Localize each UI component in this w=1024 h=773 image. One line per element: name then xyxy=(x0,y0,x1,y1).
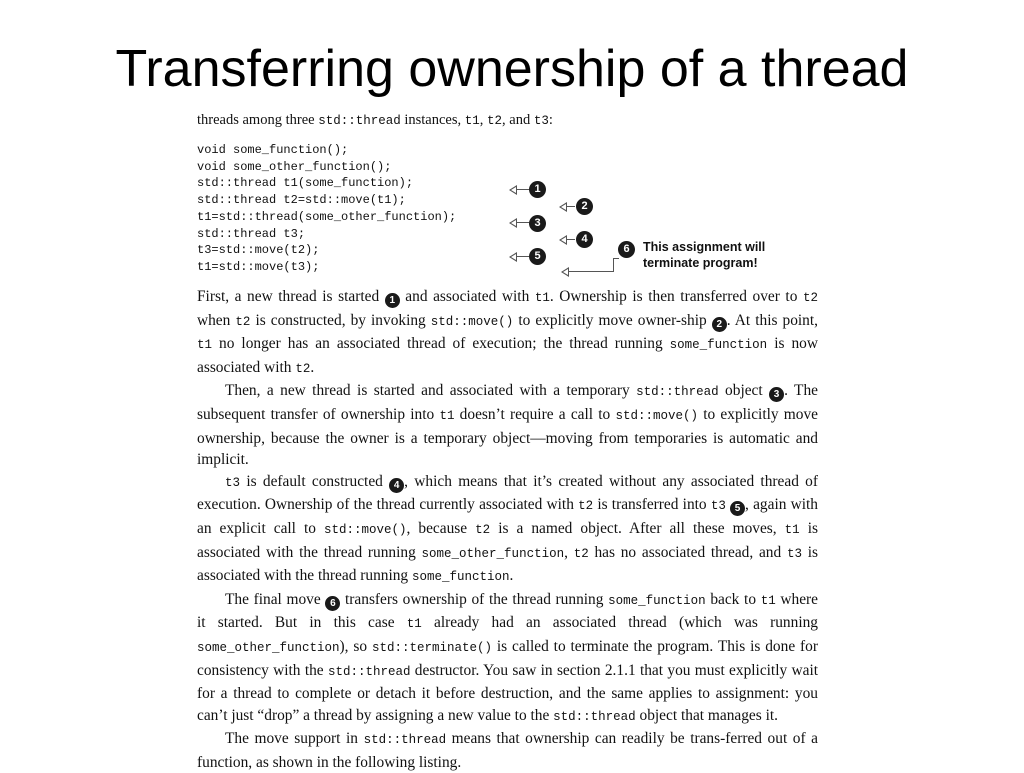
callout-connector xyxy=(613,258,619,259)
code-line: std::thread t3; xyxy=(197,226,306,241)
intro-line: threads among three std::thread instances, t1, t2, and t3: xyxy=(197,112,553,128)
code-line: t1=std::move(t3); xyxy=(197,259,320,274)
slide-title: Transferring ownership of a thread xyxy=(115,40,909,98)
callout-connector xyxy=(613,258,614,272)
arrow-2 xyxy=(559,202,575,212)
paragraph-5: The move support in std::thread means that ownership can readily be trans-ferred out of a function, as shown in the following listing. xyxy=(197,730,819,771)
callout-note: This assignment will terminate program! xyxy=(643,240,766,270)
code-line: void some_function(); xyxy=(197,143,349,157)
paragraph-2: Then, a new thread is started and associated with a temporary std::thread object 3 . The subsequent transfer of ownership into t1 doesn’t require a call to std::move() to explicitly move ownership, because the owner is a temporary object—moving from temporaries is automatic and implicit. xyxy=(197,382,818,469)
code-line: std::thread t1(some_function); xyxy=(197,176,414,191)
paragraph-3: t3 is default constructed 4 , which means that it’s created without any associated thread of execution. Ownership of the thread currently associated with t2 is transferred into t3 5 , again with an explicit call to std::move(), because t2 is a named object. After all these moves, t1 is associated with the thread running some_other_function, t2 has no associated thread, and t3 is associated with the thread running some_function. xyxy=(197,472,819,585)
code-line: t3=std::move(t2); xyxy=(197,243,320,258)
code-line: t1=std::thread(some_other_function); xyxy=(197,209,457,224)
marker-6: 6 xyxy=(618,241,635,258)
arrow-5 xyxy=(509,252,529,262)
code-line: std::thread t2=std::move(t1); xyxy=(197,193,406,208)
marker-4: 4 xyxy=(576,231,593,248)
marker-1: 1 xyxy=(529,181,546,198)
arrow-6 xyxy=(561,267,614,277)
marker-3: 3 xyxy=(529,215,546,232)
arrow-3 xyxy=(509,218,529,228)
code-line: void some_other_function(); xyxy=(197,159,392,174)
arrow-1 xyxy=(509,185,529,195)
paragraph-1: First, a new thread is started 1 and associated with t1. Ownership is then transferred over to t2 when t2 is constructed, by invoking std::move() to explicitly move owner-ship 2 . At this point, t1 no longer has an associated thread of execution; the thread running some_function is now associated with t2. xyxy=(197,288,819,376)
marker-5: 5 xyxy=(529,248,546,265)
arrow-4 xyxy=(559,235,575,245)
paragraph-4: The final move 6 transfers ownership of the thread running some_function back to t1 where it started. But in this case t1 already had an associated thread (which was running some_other_function), so std::terminate() is called to terminate the program. This is done for consistency with the std::thread destructor. You saw in section 2.1.1 that you must explicitly wait for a thread to complete or detach it before destruction, and the same applies to assignment: you can’t just “drop” a thread by assigning a new value to the std::thread object that manages it. xyxy=(197,590,818,724)
prose-body xyxy=(197,286,818,773)
marker-2: 2 xyxy=(576,198,593,215)
